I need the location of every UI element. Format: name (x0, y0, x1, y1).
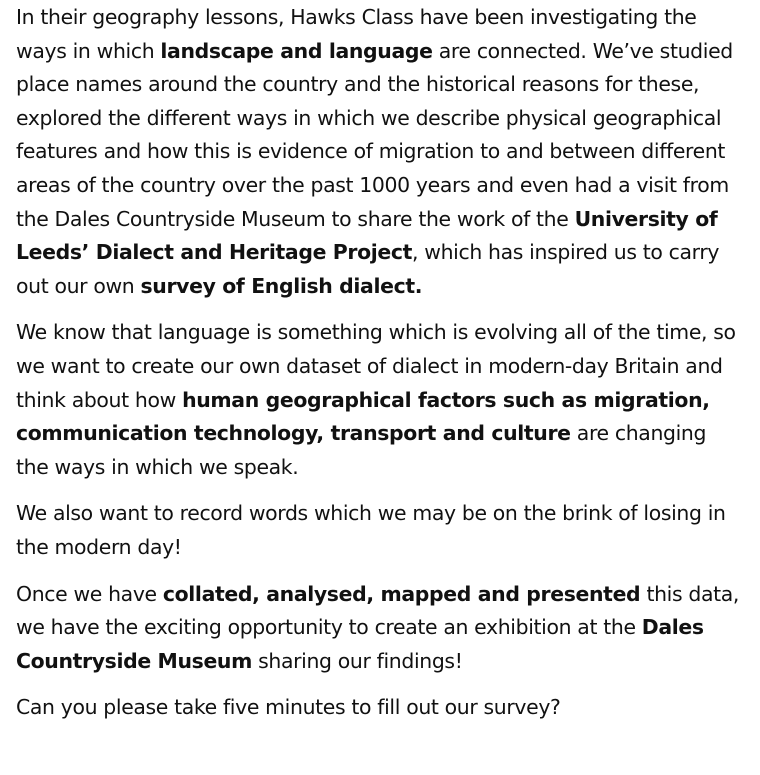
emphasis-dialect-project: University of Leeds’ Dialect and Heritage Project (16, 206, 718, 265)
paragraph-exhibition (16, 578, 744, 679)
emphasis-museum: Dales Countryside Museum (16, 615, 704, 673)
text-run: are changing the ways in which we speak. (16, 421, 707, 479)
paragraph-intro (16, 1, 744, 303)
paragraph-record-words (16, 497, 744, 564)
emphasis-data-process: collated, analysed, mapped and presented (162, 581, 641, 606)
text-run: sharing our findings! (252, 648, 463, 673)
text-run: are connected. We’ve studied place names around the country and the historical reasons for these, explored the different ways in which we describe physical geographical features and how this is evidence of migration to and between different areas of the country over the past 1000 years and even had a visit from the Dales Countryside Museum to share the work of the (16, 38, 733, 231)
emphasis-landscape-language: landscape and language (160, 38, 433, 63)
text-run: , which has inspired us to carry out our own (16, 240, 720, 298)
document-body (16, 1, 744, 738)
paragraph-language-evolving (16, 316, 744, 484)
text-run: Once we have (16, 581, 163, 606)
paragraph-survey-request (16, 691, 744, 725)
emphasis-dialect-survey: survey of English dialect. (140, 273, 423, 298)
text-run: this data, we have the exciting opportunity to create an exhibition at the (16, 581, 740, 640)
text-run: We know that language is something which is evolving all of the time, so we want to create our own dataset of dialect in modern-day Britain and think about how (16, 320, 736, 412)
emphasis-geographical-factors: human geographical factors such as migration, communication technology, transport and culture (16, 387, 710, 446)
text-run: In their geography lessons, Hawks Class have been investigating the ways in which (16, 5, 697, 63)
text-run: We also want to record words which we may be on the brink of losing in the modern day! (16, 501, 726, 559)
text-run: Can you please take five minutes to fill out our survey? (16, 695, 561, 720)
